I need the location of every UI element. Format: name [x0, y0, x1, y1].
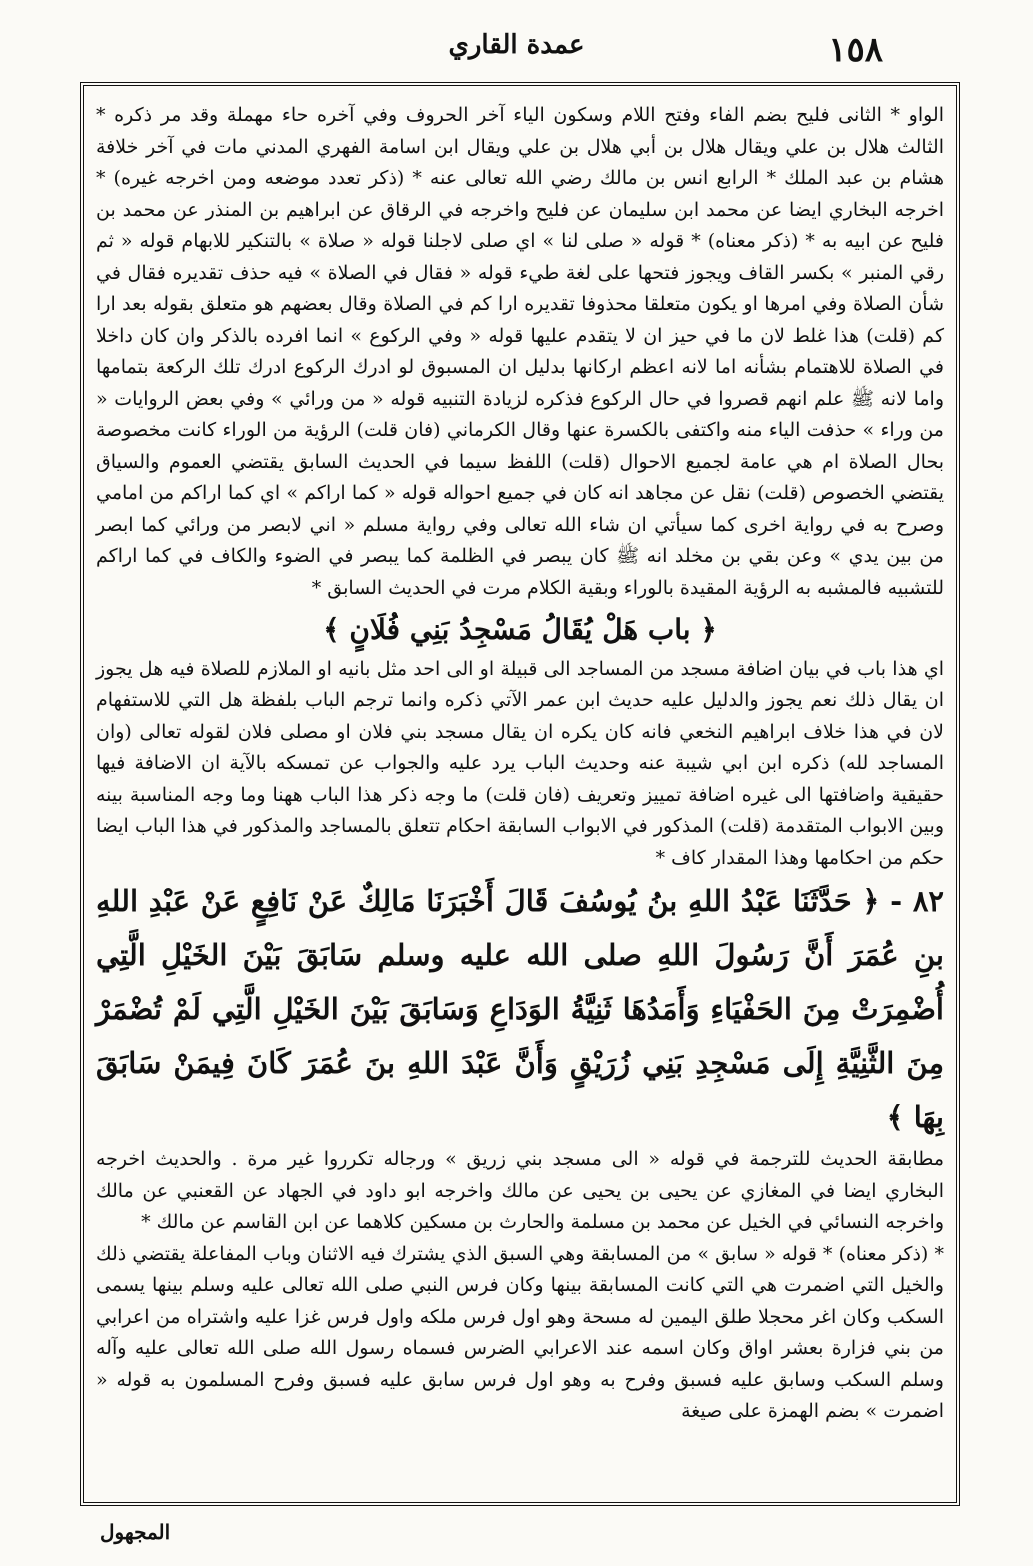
running-title: عمدة القاري — [448, 30, 585, 60]
page-number: ١٥٨ — [828, 30, 883, 70]
commentary-paragraph-1: مطابقة الحديث للترجمة في قوله « الى مسجد بني زريق » ورجاله تكرروا غير مرة . والحديث اخرجه البخاري ايضا في المغازي عن يحيى بن يحيى عن مالك واخرجه ابو داود في الجهاد عن القعنبي عن مالك واخرجه النسائي في الخيل عن محمد بن مسلمة والحارث بن مسكين كلاهما عن ابن القاسم عن مالك * — [96, 1148, 944, 1233]
chapter-explanation: اي هذا باب في بيان اضافة مسجد من المساجد الى قبيلة او الى احد مثل بانيه او الملازم للصلاة فيه هل يجوز ان يقال ذلك نعم يجوز والدليل عليه حديث ابن عمر الآتي ذكره وانما ترجم الباب بلفظة هل التي للاستفهام لان في هذا خلاف ابراهيم النخعي فانه كان يكره ان يقال مسجد بني فلان او مصلى فلان لقوله تعالى (وان المساجد لله) ذكره ابن ابي شيبة عنه وحديث الباب يرد عليه والجواب عن تمسكه بالآية ان الاضافة فيها حقيقية واضافتها الى غيره اضافة تمييز وتعريف (فان قلت) ما وجه ذكر هذا الباب ههنا وما وجه المناسبة بينه وبين الابواب المتقدمة (قلت) المذكور في الابواب السابقة احكام تتعلق بالمساجد والمذكور في هذا الباب ايضا حكم من احكامها وهذا المقدار كاف * — [96, 657, 944, 869]
hadith-text: ٨٢ - ﴿ حَدَّثَنَا عَبْدُ اللهِ بنُ يُوسُفَ قَالَ أَخْبَرَنَا مَالِكٌ عَنْ نَافِعٍ عَنْ عَبْدِ اللهِ بنِ عُمَرَ أَنَّ رَسُولَ اللهِ صلى الله عليه وسلم سَابَقَ بَيْنَ الخَيْلِ الَّتِي أُضْمِرَتْ مِنَ الحَفْيَاءِ وَأَمَدُهَا ثَنِيَّةُ الوَدَاعِ وَسَابَقَ بَيْنَ الخَيْلِ الَّتِي لَمْ تُضْمَرْ مِنَ الثَّنِيَّةِ إِلَى مَسْجِدِ بَنِي زُرَيْقٍ وَأَنَّ عَبْدَ اللهِ بنَ عُمَرَ كَانَ فِيمَنْ سَابَقَ بِهَا ﴾ — [96, 884, 944, 1134]
commentary-paragraph-2: * (ذكر معناه) * قوله « سابق » من المسابقة وهي السبق الذي يشترك فيه الاثنان وباب المفاعلة يقتضي ذلك والخيل التي اضمرت هي التي كانت المسابقة بينها وكان فرس النبي صلى الله تعالى عليه وسلم بينها يسمى السكب وكان اغر محجلا طلق اليمين له مسحة وهو اول فرس ملكه واول فرس غزا عليه واشتراه من اعرابي من بني فزارة بعشر اواق وكان اسمه عند الاعرابي الضرس فسماه رسول الله صلى الله تعالى عليه وآله وسلم السكب وسابق عليه فسبق وفرح به وهو اول فرس سابق عليه فسبق وفرح المسلمون به قوله « اضمرت » بضم الهمزة على صيغة — [96, 1242, 944, 1422]
page-header — [0, 0, 1033, 70]
top-paragraph: الواو * الثانى فليح بضم الفاء وفتح اللام وسكون الياء آخر الحروف وفي آخره حاء مهملة وقد مر ذكره * الثالث هلال بن علي ويقال هلال بن أبي هلال بن علي ويقال ابن اسامة الفهري المدني مات في آخر خلافة هشام بن عبد الملك * الرابع انس بن مالك رضي الله تعالى عنه * (ذكر تعدد موضعه ومن اخرجه غيره) * اخرجه البخاري ايضا عن محمد ابن سليمان عن فليح واخرجه في الرقاق عن ابراهيم بن المنذر عن محمد بن فليح عن ابيه به * (ذكر معناه) * قوله « صلى لنا » اي صلى لاجلنا قوله « صلاة » بالتنكير للابهام قوله « ثم رقي المنبر » بكسر القاف ويجوز فتحها على لغة طيء قوله « فقال في الصلاة » فيه حذف تقديره فقال في شأن الصلاة وفي امرها او يكون متعلقا محذوفا تقديره ارا كم في الصلاة وقال بعضهم هو متعلق بقوله بعد ارا كم (قلت) هذا غلط لان ما في حيز ان لا يتقدم عليها قوله « وفي الركوع » انما افرده بالذكر وان كان داخلا في الصلاة للاهتمام بشأنه اما لانه اعظم اركانها بدليل ان المسبوق لو ادرك الركوع ادرك تلك الركعة بتمامها واما لانه ﷺ علم انهم قصروا في حال الركوع فذكره لزيادة التنبيه قوله « من ورائي » وفي بعض الروايات « من وراء » حذفت الياء منه واكتفى بالكسرة عنها وقال الكرماني (فان قلت) الرؤية من الوراء كانت مخصوصة بحال الصلاة ام هي عامة لجميع الاحوال (قلت) اللفظ سيما في الحديث السابق يقتضي العموم والسياق يقتضي الخصوص (قلت) نقل عن مجاهد انه كان في جميع احواله قوله « كما اراكم » اي كما اراكم من امامي وصرح به في رواية اخرى كما سيأتي ان شاء الله تعالى وفي رواية مسلم « اني لابصر من ورائي كما ابصر من بين يدي » وعن بقي بن مخلد انه ﷺ كان يبصر في الظلمة كما يبصر في الضوء والكاف في كما اراكم للتشبيه فالمشبه به الرؤية المقيدة بالوراء وبقية الكلام مرت في الحديث السابق * — [96, 104, 944, 599]
page-body — [96, 100, 944, 1428]
chapter-heading: ﴿ باب هَلْ يُقَالُ مَسْجِدُ بَنِي فُلَانٍ ﴾ — [323, 613, 717, 646]
catchword: المجهول — [100, 1520, 171, 1544]
